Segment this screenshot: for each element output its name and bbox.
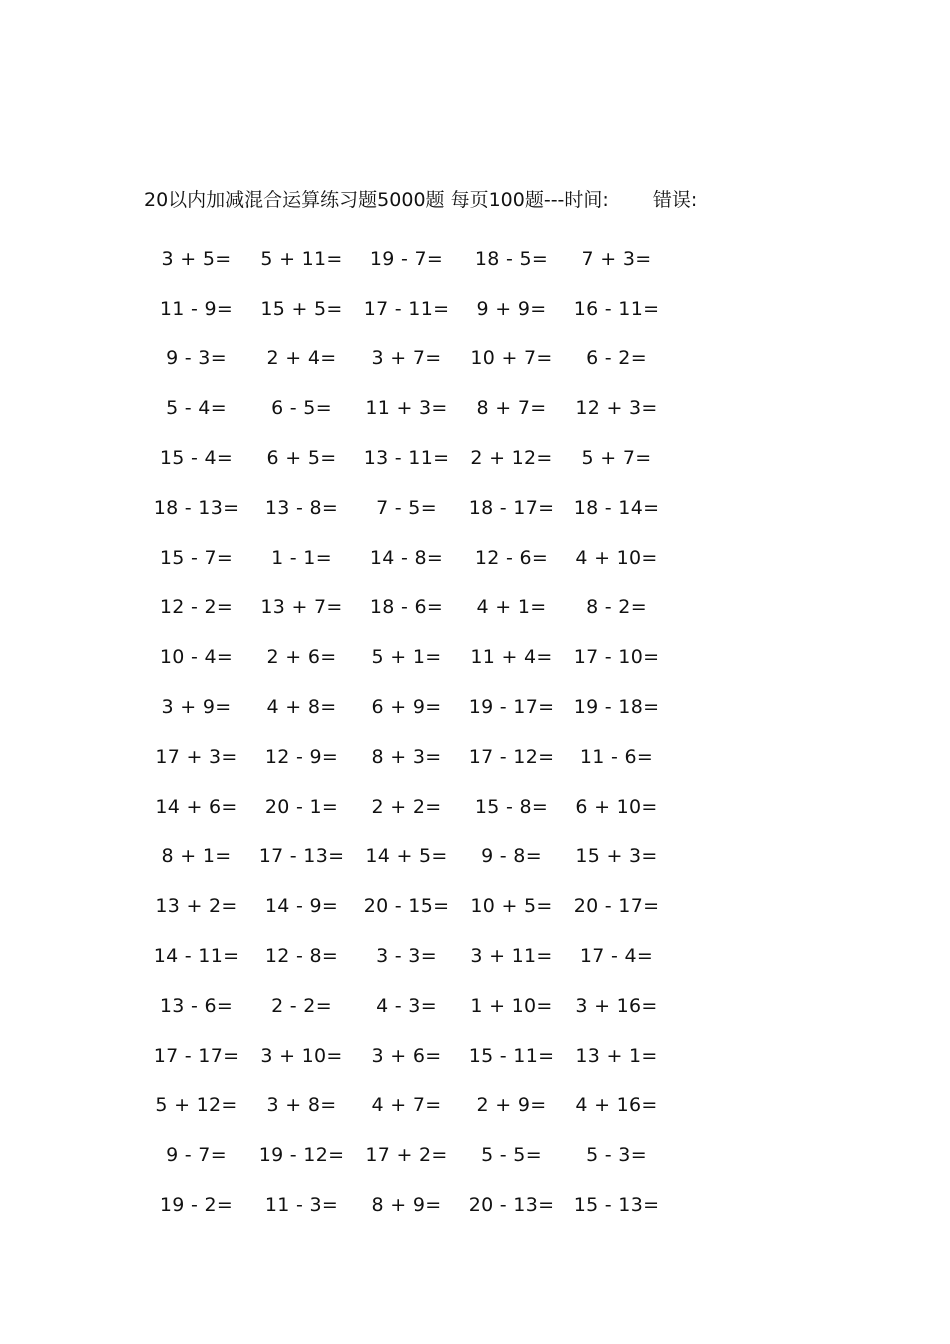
problem-item: 12 + 3= bbox=[575, 397, 658, 420]
problem-item: 6 + 9= bbox=[371, 696, 442, 719]
problem-item: 17 - 11= bbox=[363, 297, 450, 320]
problem-item: 15 + 5= bbox=[260, 297, 343, 320]
problem-item: 13 - 8= bbox=[264, 496, 339, 519]
problem-item: 19 - 7= bbox=[369, 247, 444, 270]
problem-item: 14 - 8= bbox=[369, 546, 444, 569]
problem-item: 15 + 3= bbox=[575, 845, 658, 868]
problem-item: 9 - 3= bbox=[166, 347, 227, 370]
problem-item: 2 + 12= bbox=[470, 447, 553, 470]
problem-item: 7 + 3= bbox=[581, 247, 652, 270]
problem-item: 5 - 5= bbox=[481, 1144, 542, 1167]
problem-row bbox=[144, 732, 684, 782]
problem-item: 4 - 3= bbox=[376, 994, 437, 1017]
problem-item: 1 - 1= bbox=[271, 546, 332, 569]
problem-row bbox=[144, 284, 684, 334]
problem-item: 11 - 9= bbox=[159, 297, 234, 320]
problem-item: 15 - 8= bbox=[474, 795, 549, 818]
problem-item: 3 + 9= bbox=[161, 696, 232, 719]
problem-item: 17 - 12= bbox=[468, 745, 555, 768]
problem-item: 3 + 6= bbox=[371, 1044, 442, 1067]
problem-item: 11 + 4= bbox=[470, 646, 553, 669]
problem-item: 18 - 14= bbox=[573, 496, 660, 519]
problem-item: 12 - 6= bbox=[474, 546, 549, 569]
problem-item: 8 + 7= bbox=[476, 397, 547, 420]
problem-item: 4 + 1= bbox=[476, 596, 547, 619]
problem-item: 4 + 8= bbox=[266, 696, 337, 719]
problem-item: 13 + 7= bbox=[260, 596, 343, 619]
problem-item: 8 + 1= bbox=[161, 845, 232, 868]
problem-item: 15 - 7= bbox=[159, 546, 234, 569]
problem-row bbox=[144, 931, 684, 981]
problem-item: 1 + 10= bbox=[470, 994, 553, 1017]
problem-item: 3 + 7= bbox=[371, 347, 442, 370]
problem-row bbox=[144, 682, 684, 732]
problem-item: 18 - 5= bbox=[474, 247, 549, 270]
problem-item: 14 - 9= bbox=[264, 895, 339, 918]
problem-item: 9 - 8= bbox=[481, 845, 542, 868]
problem-item: 17 - 13= bbox=[258, 845, 345, 868]
problem-item: 18 - 17= bbox=[468, 496, 555, 519]
problem-item: 11 - 6= bbox=[579, 745, 654, 768]
problem-row bbox=[144, 533, 684, 583]
problem-item: 17 - 17= bbox=[153, 1044, 240, 1067]
problem-item: 8 + 3= bbox=[371, 745, 442, 768]
problem-item: 4 + 7= bbox=[371, 1094, 442, 1117]
problem-item: 13 + 2= bbox=[155, 895, 238, 918]
problem-item: 6 - 2= bbox=[586, 347, 647, 370]
errors-label: 错误: bbox=[652, 189, 698, 211]
problem-item: 11 - 3= bbox=[264, 1194, 339, 1217]
problem-item: 16 - 11= bbox=[573, 297, 660, 320]
problem-item: 10 + 5= bbox=[470, 895, 553, 918]
problem-item: 2 + 4= bbox=[266, 347, 337, 370]
problem-row bbox=[144, 1180, 684, 1230]
problem-item: 13 - 11= bbox=[363, 447, 450, 470]
problem-item: 17 + 2= bbox=[365, 1144, 448, 1167]
problem-item: 19 - 2= bbox=[159, 1194, 234, 1217]
problem-row bbox=[144, 234, 684, 284]
problem-item: 2 + 2= bbox=[371, 795, 442, 818]
problem-item: 6 + 5= bbox=[266, 447, 337, 470]
problem-item: 9 + 9= bbox=[476, 297, 547, 320]
problem-item: 3 + 10= bbox=[260, 1044, 343, 1067]
problem-row bbox=[144, 583, 684, 633]
problem-item: 19 - 18= bbox=[573, 696, 660, 719]
problem-row bbox=[144, 1031, 684, 1081]
problem-row bbox=[144, 632, 684, 682]
problem-row bbox=[144, 981, 684, 1031]
problem-item: 6 + 10= bbox=[575, 795, 658, 818]
problem-item: 15 - 11= bbox=[468, 1044, 555, 1067]
problem-item: 17 - 4= bbox=[579, 945, 654, 968]
problem-item: 15 - 4= bbox=[159, 447, 234, 470]
problem-grid bbox=[144, 234, 684, 1230]
problem-item: 8 - 2= bbox=[586, 596, 647, 619]
problem-item: 17 + 3= bbox=[155, 745, 238, 768]
problem-item: 7 - 5= bbox=[376, 496, 437, 519]
problem-item: 3 - 3= bbox=[376, 945, 437, 968]
problem-item: 14 + 5= bbox=[365, 845, 448, 868]
problem-item: 20 - 13= bbox=[468, 1194, 555, 1217]
problem-item: 8 + 9= bbox=[371, 1194, 442, 1217]
problem-item: 9 - 7= bbox=[166, 1144, 227, 1167]
problem-item: 10 - 4= bbox=[159, 646, 234, 669]
problem-item: 2 - 2= bbox=[271, 994, 332, 1017]
problem-item: 19 - 12= bbox=[258, 1144, 345, 1167]
worksheet-title: 20以内加减混合运算练习题5000题 每页100题---时间: bbox=[144, 189, 609, 211]
problem-item: 20 - 1= bbox=[264, 795, 339, 818]
problem-row bbox=[144, 334, 684, 384]
problem-item: 4 + 16= bbox=[575, 1094, 658, 1117]
problem-item: 13 + 1= bbox=[575, 1044, 658, 1067]
problem-item: 20 - 17= bbox=[573, 895, 660, 918]
problem-row bbox=[144, 881, 684, 931]
problem-item: 4 + 10= bbox=[575, 546, 658, 569]
problem-item: 5 - 4= bbox=[166, 397, 227, 420]
problem-row bbox=[144, 483, 684, 533]
problem-item: 3 + 5= bbox=[161, 247, 232, 270]
problem-item: 14 - 11= bbox=[153, 945, 240, 968]
problem-row bbox=[144, 782, 684, 832]
problem-item: 20 - 15= bbox=[363, 895, 450, 918]
problem-item: 3 + 8= bbox=[266, 1094, 337, 1117]
problem-item: 17 - 10= bbox=[573, 646, 660, 669]
problem-item: 18 - 13= bbox=[153, 496, 240, 519]
problem-item: 15 - 13= bbox=[573, 1194, 660, 1217]
problem-row bbox=[144, 383, 684, 433]
problem-row bbox=[144, 832, 684, 882]
problem-item: 14 + 6= bbox=[155, 795, 238, 818]
problem-item: 2 + 6= bbox=[266, 646, 337, 669]
problem-item: 11 + 3= bbox=[365, 397, 448, 420]
problem-item: 5 + 1= bbox=[371, 646, 442, 669]
problem-item: 5 - 3= bbox=[586, 1144, 647, 1167]
worksheet-header bbox=[144, 186, 697, 214]
problem-row bbox=[144, 433, 684, 483]
problem-row bbox=[144, 1081, 684, 1131]
problem-item: 12 - 2= bbox=[159, 596, 234, 619]
problem-item: 12 - 8= bbox=[264, 945, 339, 968]
problem-item: 5 + 11= bbox=[260, 247, 343, 270]
problem-item: 18 - 6= bbox=[369, 596, 444, 619]
problem-item: 10 + 7= bbox=[470, 347, 553, 370]
problem-item: 5 + 7= bbox=[581, 447, 652, 470]
problem-item: 12 - 9= bbox=[264, 745, 339, 768]
problem-item: 3 + 11= bbox=[470, 945, 553, 968]
problem-item: 3 + 16= bbox=[575, 994, 658, 1017]
problem-item: 19 - 17= bbox=[468, 696, 555, 719]
problem-item: 6 - 5= bbox=[271, 397, 332, 420]
problem-item: 13 - 6= bbox=[159, 994, 234, 1017]
problem-row bbox=[144, 1130, 684, 1180]
problem-item: 5 + 12= bbox=[155, 1094, 238, 1117]
problem-item: 2 + 9= bbox=[476, 1094, 547, 1117]
